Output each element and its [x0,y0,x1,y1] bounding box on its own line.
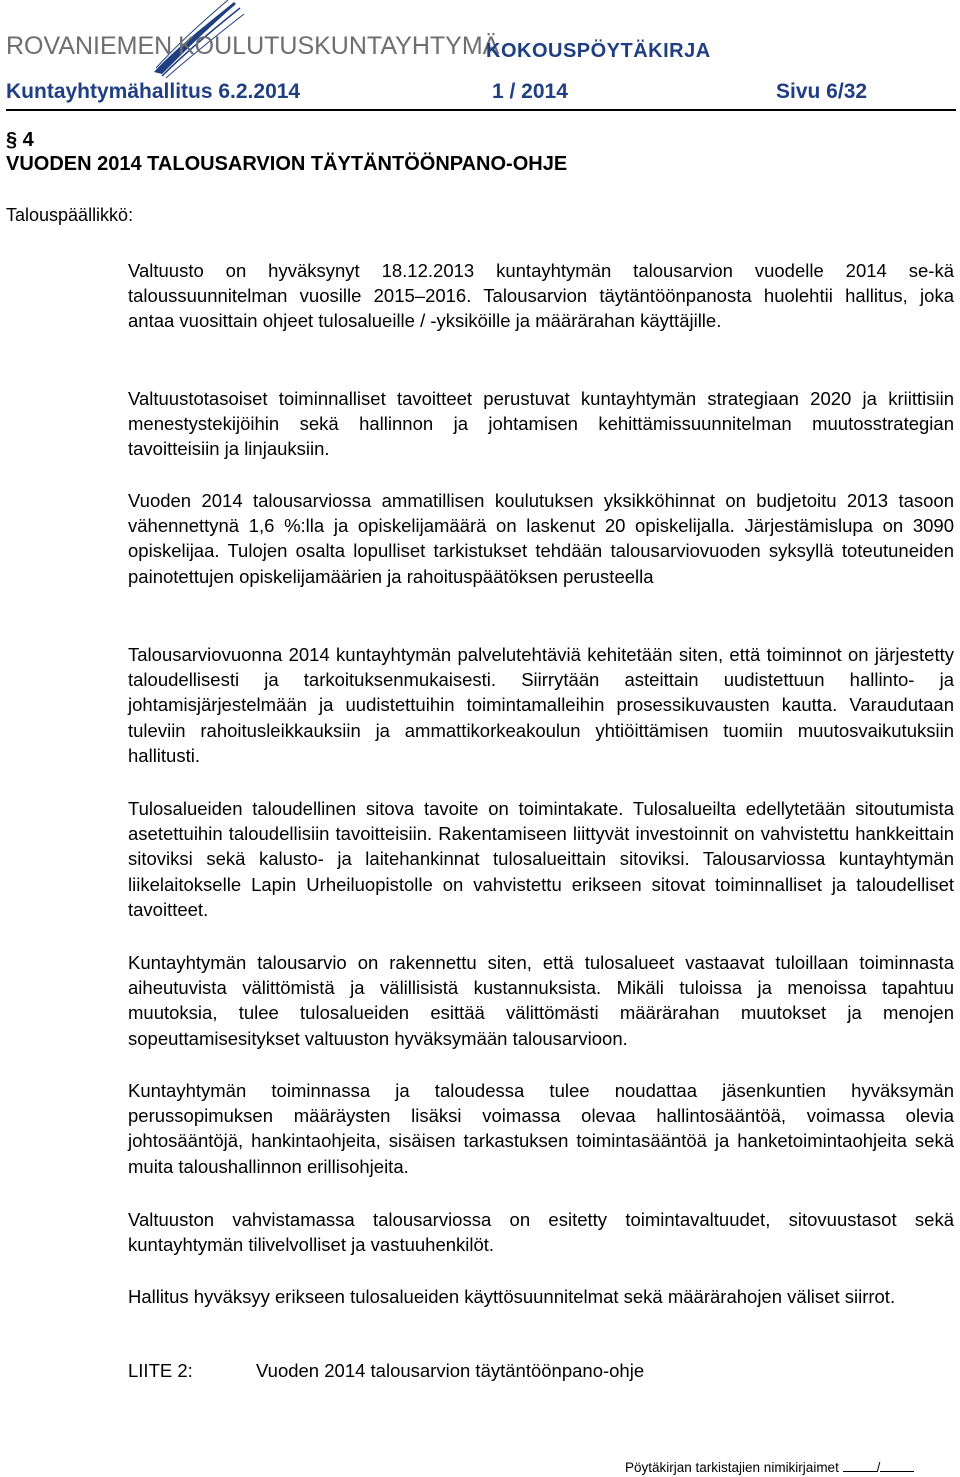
header-divider [6,109,956,111]
paragraph-2: Valtuustotasoiset toiminnalliset tavoitteet perustuvat kuntayhtymän strategiaan 2020 ja kriittisiin menestystekijöihin sekä hallinnon ja johtamisen kehittämissuunnitelman muutosstrategian tavoitteisiin ja linjauksiin. [128,388,954,460]
attachment-title: Vuoden 2014 talousarvion täytäntöönpano-ohje [256,1360,645,1381]
signatures-label: Pöytäkirjan tarkistajien nimikirjaimet [625,1460,839,1475]
section-number: § 4 [6,129,34,151]
section-title: VUODEN 2014 TALOUSARVION TÄYTÄNTÖÖNPANO-OHJE [6,153,568,175]
logo-org-left: ROVANIEMEN [6,32,173,60]
paragraph-5: Tulosalueiden taloudellinen sitova tavoite on toimintakate. Tulosalueilta edellytetään sitoutumista asetettuihin taloudellisiin tavoitteisiin. Rakentamiseen liittyvät investoinnit on vahvistettu hankkeittain sitoviksi sekä kalusto- ja laitehankinnat tulosalueittain sitoviksi. Talousarviossa kuntayhtymän liikelaitokselle Lapin Urheiluopistolle on vahvistettu erikseen sitovat toiminnalliset ja taloudelliset tavoitteet. [128,798,954,920]
paragraph-3: Vuoden 2014 talousarviossa ammatillisen koulutuksen yksikköhinnat on budjetoitu 2013 tasoon vähennettynä 1,6 %:lla ja opiskelijamäärä on laskenut 20 opiskelijalla. Järjestämislupa on 3090 opiskelijaa. Tulojen osalta lopulliset tarkistukset tehdään talousarviovuoden syksyllä toteutuneiden painotettujen opiskelijamäärien ja rahoituspäätöksen perusteella [128,490,954,587]
paragraph-6: Kuntayhtymän talousarvio on rakennettu siten, että tulosalueet vastaavat tuloillaan toiminnasta aiheutuvista välittömistä ja välillisistä kustannuksista. Mikäli tuloissa ja menoissa tapahtuu muutoksia, tulee tulosalueiden esittää välittömästi määrärahan muutokset ja menojen sopeuttamisesitykset valtuuston hyväksymään talousarvioon. [128,952,954,1049]
org-logo [6,0,500,78]
paragraph-8: Valtuuston vahvistamassa talousarviossa on esitetty toimintavaltuudet, sitovuustasot sekä kuntayhtymän tilivelvolliset ja vastuuhenkilöt. [128,1209,954,1256]
attachment-label: LIITE 2: [128,1360,193,1381]
signature-line-2 [880,1459,914,1472]
page-number: Sivu 6/32 [776,80,868,103]
meeting-name: Kuntayhtymähallitus 6.2.2014 [6,80,301,103]
presenter-label: Talouspäällikkö: [6,205,134,225]
document-type: KOKOUSPÖYTÄKIRJA [486,40,711,62]
signature-separator: / [876,1460,881,1475]
attachment [128,1360,644,1382]
paragraph-9: Hallitus hyväksyy erikseen tulosalueiden käyttösuunnitelmat sekä määrärahojen väliset siirrot. [128,1286,896,1307]
logo-emblem-icon [6,0,500,78]
signature-line-1 [843,1459,877,1472]
issue-number: 1 / 2014 [492,80,568,103]
paragraph-4: Talousarviovuonna 2014 kuntayhtymän palvelutehtäviä kehitetään siten, että toiminnot on järjestetty taloudellisesti ja tarkoituksenmukaisesti. Siirrytään asteittain uudistettuun hallinto- ja johtamisjärjestelmään ja uudistettuihin toimintamalleihin prosessikuvausten kautta. Varaudutaan tuleviin rahoitusleikkauksiin ja ammattikorkeakoulun yhtiöittämisen tuomiin muutosvaikutuksiin hallitusti. [128,644,954,766]
logo-org-right: KOULUTUSKUNTAYHTYMÄ [178,32,500,60]
paragraph-1: Valtuusto on hyväksynyt 18.12.2013 kuntayhtymän talousarvion vuodelle 2014 se-kä taloussuunnitelman vuosille 2015–2016. Talousarvion täytäntöönpanosta huolehtii hallitus, joka antaa vuosittain ohjeet tulosalueille / -yksiköille ja määrärahan käyttäjille. [128,260,954,332]
footer-signatures [625,1459,914,1475]
paragraph-7: Kuntayhtymän toiminnassa ja taloudessa tulee noudattaa jäsenkuntien hyväksymän perussopimuksen määräysten lisäksi voimassa olevaa hallintosääntöä, voimassa olevia johtosääntöjä, hankintaohjeita, sisäisen tarkastuksen toimintasääntöä ja hanketoimintaohjeita sekä muita taloushallinnon erillisohjeita. [128,1080,954,1177]
